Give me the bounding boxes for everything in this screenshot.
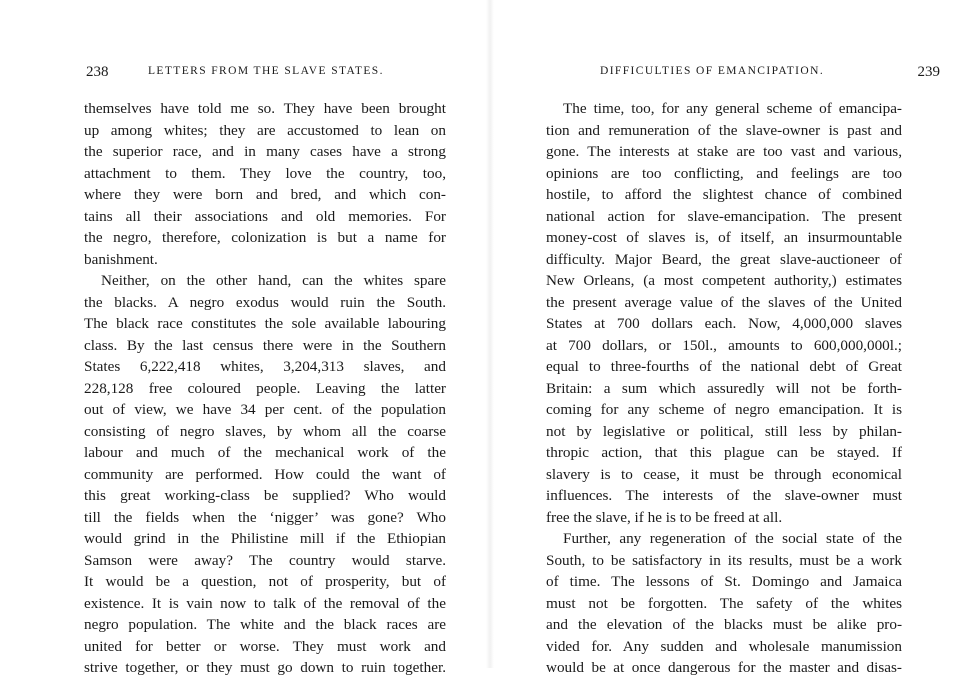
right-running-title: DIFFICULTIES OF EMANCIPATION. (600, 65, 825, 77)
text-line: New Orleans, (a most competent authority,) estimates (546, 272, 902, 289)
text-line: The black race constitutes the sole available labouring (84, 315, 446, 332)
left-page-number: 238 (86, 64, 109, 80)
text-line: would be at once dangerous for the master and disas- (546, 659, 902, 676)
text-line: thropic action, that this plague can be stayed. If (546, 444, 902, 461)
text-line: of time. The lessons of St. Domingo and Jamaica (546, 573, 902, 590)
left-text-block (84, 98, 446, 679)
text-line: existence. It is vain now to talk of the removal of the (84, 594, 446, 612)
text-line: the present average value of the slaves of the United (546, 293, 902, 311)
text-line: hostile, to afford the slightest chance of combined (546, 186, 902, 203)
right-page-number: 239 (917, 64, 940, 80)
text-line: slavery is to cease, it must be through economical (546, 465, 902, 483)
text-line: themselves have told me so. They have been brought (84, 100, 446, 117)
text-line: free the slave, if he is to be freed at all. (546, 508, 783, 526)
text-line: this great working-class be supplied? Who would (84, 487, 446, 504)
text-line: Neither, on the other hand, can the whites spare (101, 272, 446, 289)
left-running-head (86, 64, 450, 84)
text-line: States 6,222,418 whites, 3,204,313 slaves, and (84, 358, 446, 375)
text-line: consisting of negro slaves, by whom all the coarse (84, 422, 446, 440)
text-line: would grind in the Philistine mill if the Ethiopian (84, 530, 446, 547)
text-line: attachment to them. They love the country, too, (84, 164, 446, 182)
text-line: till the fields when the ‘nigger’ was gone? Who (84, 508, 446, 526)
right-page (490, 0, 980, 676)
text-line: class. By the last census there were in the Southern (84, 336, 446, 354)
text-line: the negro, therefore, colonization is but a name for (84, 229, 446, 246)
text-line: banishment. (84, 250, 158, 268)
text-line: at 700 dollars, or 150l., amounts to 600,000,000l.; (546, 336, 902, 354)
text-line: Samson were away? The country would starve. (84, 551, 446, 569)
text-line: 228,128 free coloured people. Leaving the latter (84, 379, 446, 397)
text-line: and the elevation of the blacks must be alike pro- (546, 616, 902, 633)
left-page (0, 0, 490, 676)
text-line: negro population. The white and the black races are (84, 616, 446, 633)
text-line: opinions are too conflicting, and feelings are too (546, 164, 902, 182)
text-line: community are performed. How could the want of (84, 465, 446, 483)
text-line: Britain: a sum which assuredly will not be forth- (546, 379, 902, 397)
text-line: the superior race, and in many cases have a strong (84, 143, 446, 160)
text-line: gone. The interests at stake are too vast and various, (546, 143, 902, 160)
text-line: out of view, we have 34 per cent. of the population (84, 401, 446, 418)
text-line: where they were born and bred, and which con- (84, 186, 446, 203)
text-line: not by legislative or political, still less by philan- (546, 422, 902, 440)
left-running-title: LETTERS FROM THE SLAVE STATES. (148, 65, 384, 77)
text-line: The time, too, for any general scheme of emancipa- (563, 100, 902, 117)
text-line: Further, any regeneration of the social state of the (563, 530, 902, 547)
text-line: labour and much of the mechanical work of the (84, 444, 446, 461)
text-line: States at 700 dollars each. Now, 4,000,000 slaves (546, 315, 902, 332)
text-line: equal to three-fourths of the national debt of Great (546, 358, 902, 375)
text-line: united for better or worse. They must work and (84, 637, 446, 655)
text-line: It would be a question, not of prosperity, but of (84, 573, 446, 590)
text-line: strive together, or they must go down to ruin together. (84, 659, 446, 676)
text-line: up among whites; they are accustomed to lean on (84, 121, 446, 139)
text-line: the blacks. A negro exodus would ruin the South. (84, 293, 446, 311)
text-line: tion and remuneration of the slave-owner is past and (546, 121, 902, 139)
text-line: national action for slave-emancipation. The present (546, 207, 902, 225)
text-line: must not be forgotten. The safety of the whites (546, 594, 902, 612)
text-line: tains all their associations and old memories. For (84, 207, 446, 225)
right-text-block (546, 98, 902, 679)
text-line: vided for. Any sudden and wholesale manumission (546, 637, 902, 655)
text-line: South, to be satisfactory in its results, must be a work (546, 551, 902, 569)
text-line: influences. The interests of the slave-owner must (546, 487, 902, 504)
text-line: money-cost of slaves is, of itself, an insurmountable (546, 229, 902, 246)
text-line: coming for any scheme of negro emancipation. It is (546, 401, 902, 418)
right-running-head (600, 64, 940, 84)
text-line: difficulty. Major Beard, the great slave-auctioneer of (546, 250, 902, 268)
